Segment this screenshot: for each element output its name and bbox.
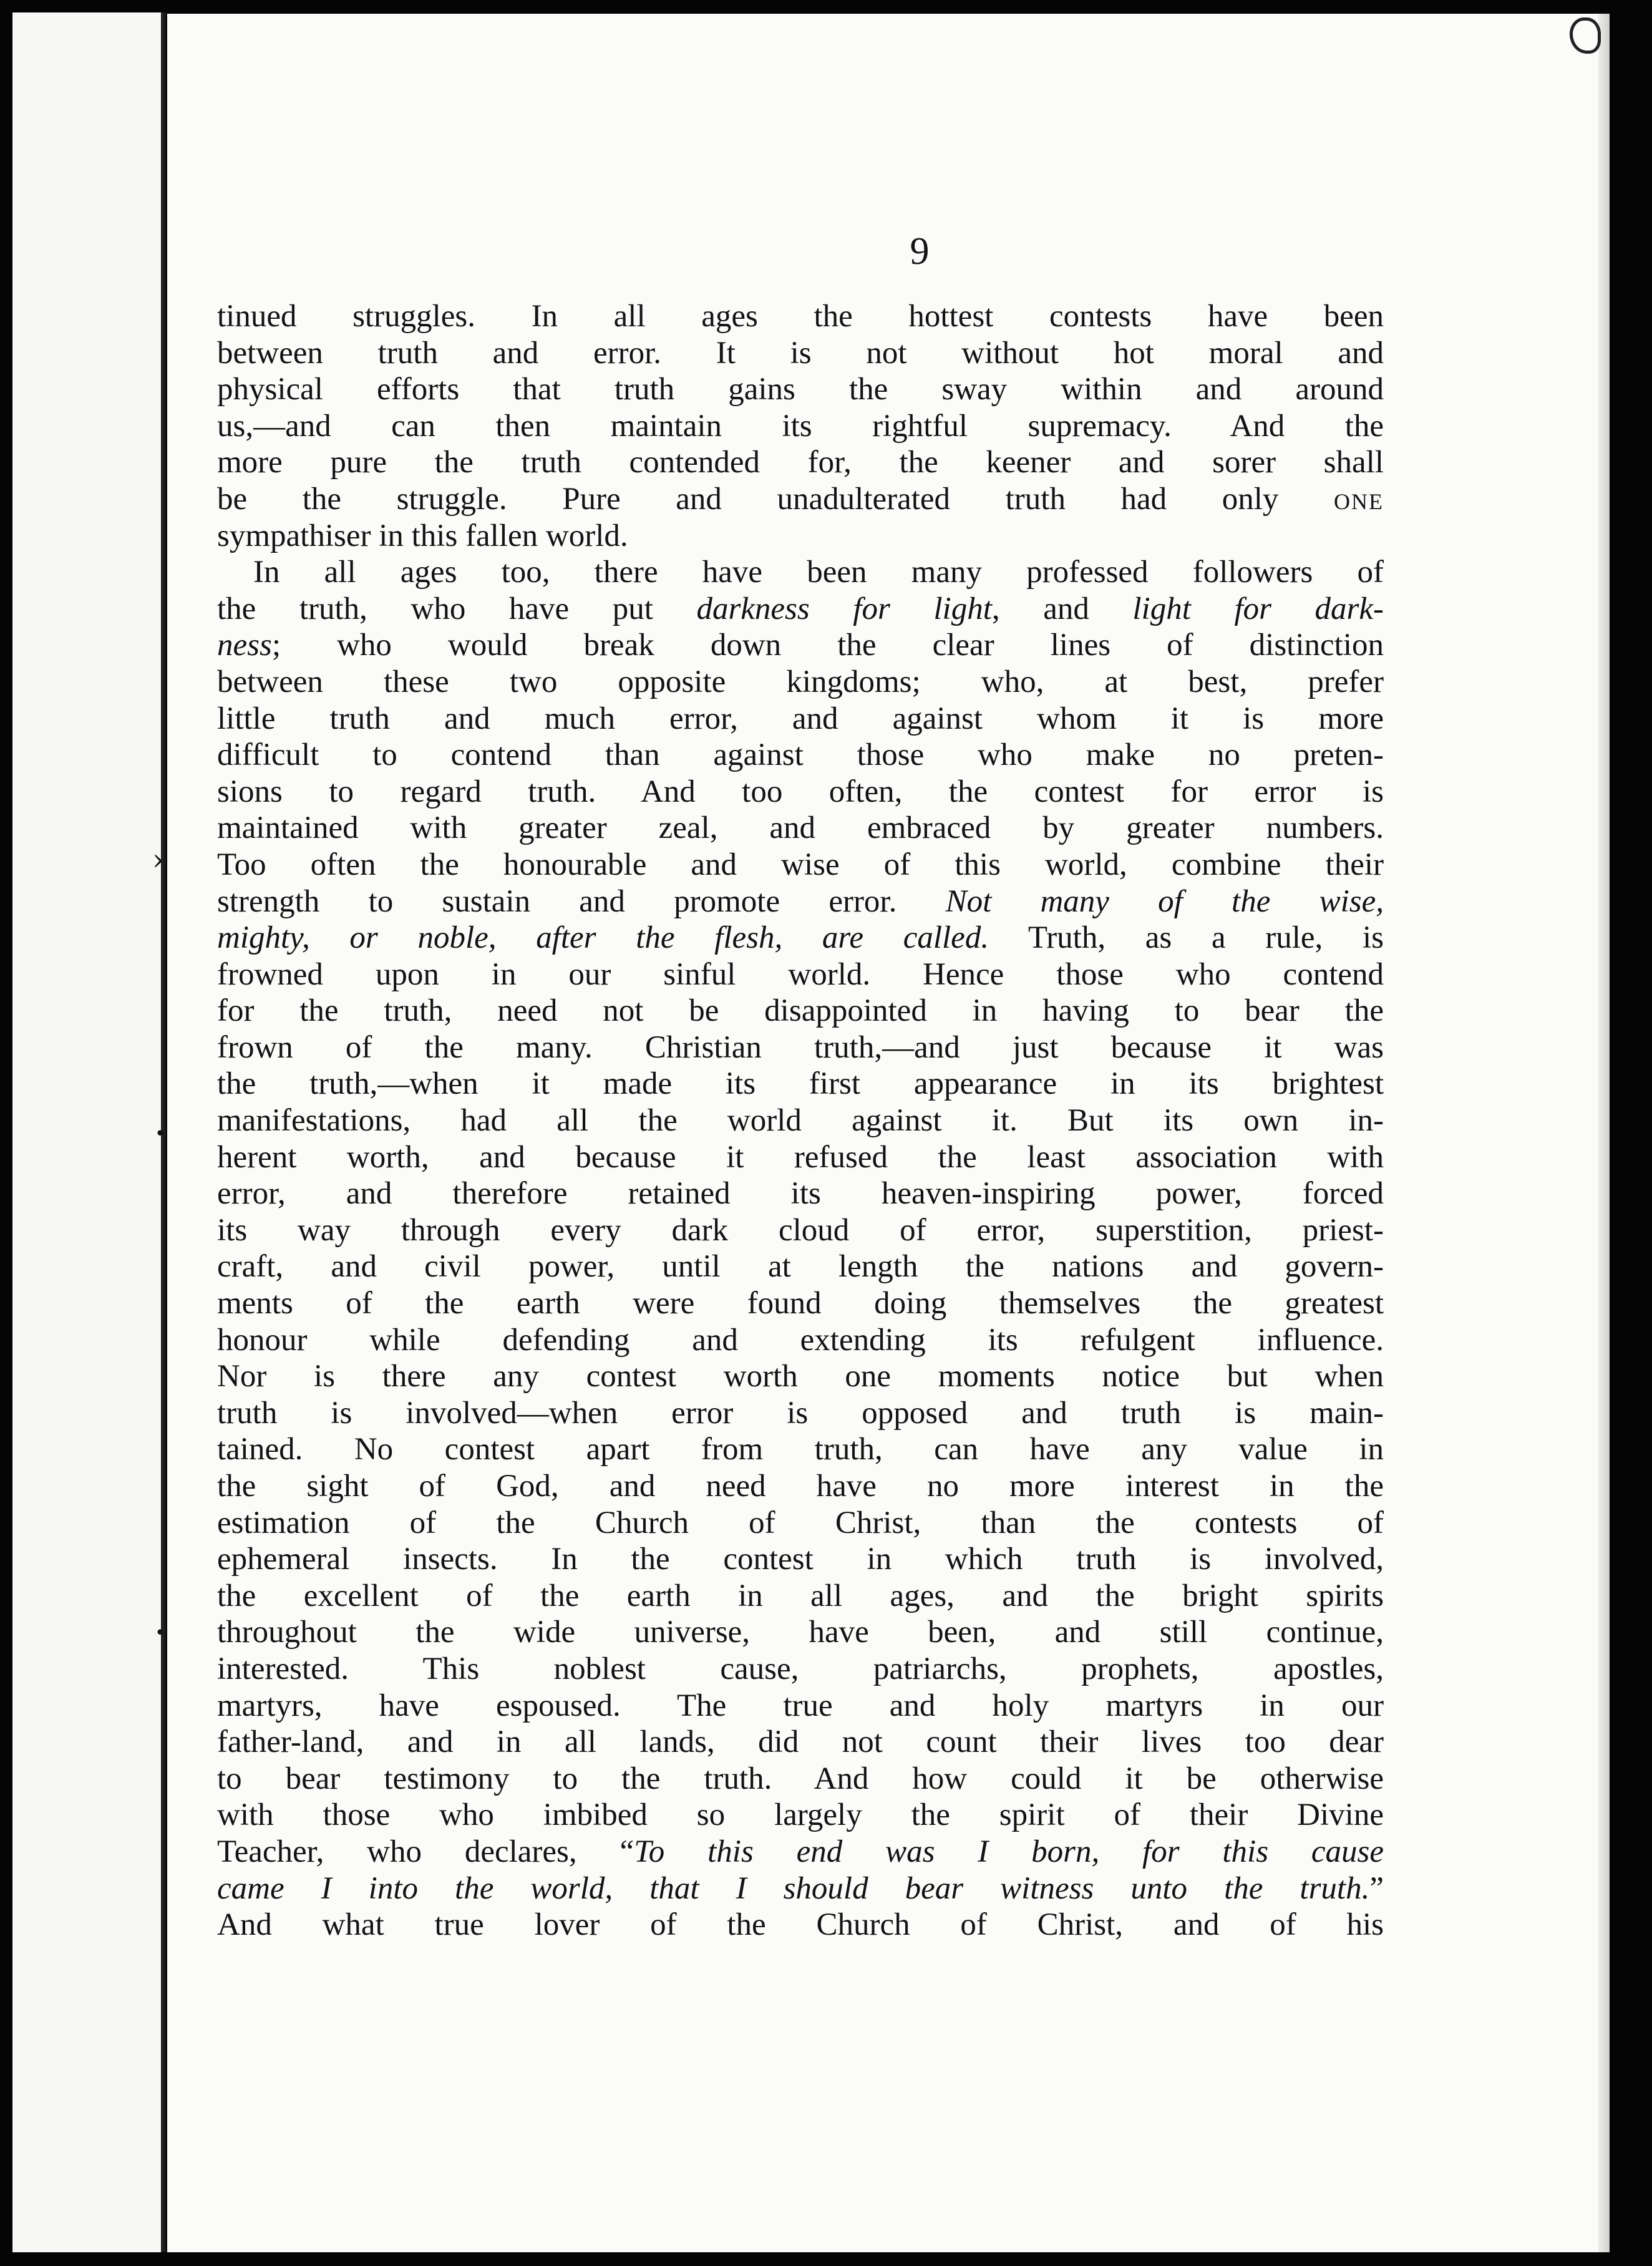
text-line: the excellent of the earth in all ages, and the bright spirits bbox=[217, 1578, 1384, 1613]
text-line: more pure the truth contended for, the keener and sorer shall bbox=[217, 445, 1384, 480]
text-line: ness; who would break down the clear lines of distinction bbox=[217, 628, 1384, 663]
text-line: difficult to contend than against those who make no preten- bbox=[217, 737, 1384, 773]
text-line: little truth and much error, and against whom it is more bbox=[217, 701, 1384, 736]
text-line: honour while defending and extending its refulgent influence. bbox=[217, 1322, 1384, 1358]
text-line: ephemeral insects. In the contest in which truth is involved, bbox=[217, 1542, 1384, 1577]
text-line: truth is involved—when error is opposed and truth is main- bbox=[217, 1395, 1384, 1431]
text-line: Too often the honourable and wise of this world, combine their bbox=[217, 847, 1384, 882]
text-line: Teacher, who declares, “To this end was I born, for this cause bbox=[217, 1834, 1384, 1869]
text-line: the sight of God, and need have no more interest in the bbox=[217, 1469, 1384, 1504]
text-line: martyrs, have espoused. The true and holy martyrs in our bbox=[217, 1688, 1384, 1723]
text-line: between these two opposite kingdoms; who, at best, prefer bbox=[217, 664, 1384, 699]
text-line: Nor is there any contest worth one moments notice but when bbox=[217, 1359, 1384, 1394]
page-body bbox=[217, 298, 1384, 1943]
binding-mark: • bbox=[155, 1123, 166, 1145]
text-line: frown of the many. Christian truth,—and just because it was bbox=[217, 1029, 1384, 1065]
text-line: came I into the world, that I should bear witness unto the truth.” bbox=[217, 1870, 1384, 1906]
text-line: physical efforts that truth gains the sway within and around bbox=[217, 372, 1384, 407]
text-line: tained. No contest apart from truth, can have any value in bbox=[217, 1432, 1384, 1467]
text-line: the truth, who have put darkness for light, and light for dark- bbox=[217, 591, 1384, 626]
page-number: 9 bbox=[910, 230, 930, 273]
text-line: to bear testimony to the truth. And how could it be otherwise bbox=[217, 1761, 1384, 1796]
text-line: craft, and civil power, until at length the nations and govern- bbox=[217, 1249, 1384, 1285]
text-line: error, and therefore retained its heaven-inspiring power, forced bbox=[217, 1176, 1384, 1212]
text-line: for the truth, need not be disappointed in having to bear the bbox=[217, 993, 1384, 1029]
text-line: father-land, and in all lands, did not count their lives too dear bbox=[217, 1724, 1384, 1760]
text-line: estimation of the Church of Christ, than the contests of bbox=[217, 1505, 1384, 1540]
text-line: its way through every dark cloud of error, superstition, priest- bbox=[217, 1212, 1384, 1248]
text-line: ments of the earth were found doing themselves the greatest bbox=[217, 1286, 1384, 1321]
binding-mark: › bbox=[152, 842, 165, 877]
text-line: us,—and can then maintain its rightful supremacy. And the bbox=[217, 408, 1384, 444]
text-line: mighty, or noble, after the flesh, are called. Truth, as a rule, is bbox=[217, 920, 1384, 956]
text-line: with those who imbibed so largely the spirit of their Divine bbox=[217, 1797, 1384, 1833]
page-edge-shadow bbox=[1598, 14, 1610, 2252]
text-line: And what true lover of the Church of Christ, and of his bbox=[217, 1907, 1384, 1943]
text-line: throughout the wide universe, have been, and still continue, bbox=[217, 1615, 1384, 1650]
text-line: manifestations, had all the world against it. But its own in- bbox=[217, 1103, 1384, 1139]
text-line: interested. This noblest cause, patriarchs, prophets, apostles, bbox=[217, 1651, 1384, 1686]
text-line: herent worth, and because it refused the least association with bbox=[217, 1139, 1384, 1175]
text-line: maintained with greater zeal, and embraced by greater numbers. bbox=[217, 810, 1384, 846]
text-line: sympathiser in this fallen world. bbox=[217, 518, 628, 553]
binding-mark: • bbox=[155, 1622, 166, 1644]
text-line: the truth,—when it made its first appearance in its brightest bbox=[217, 1066, 1384, 1102]
text-line: frowned upon in our sinful world. Hence those who contend bbox=[217, 956, 1384, 992]
text-line: be the struggle. Pure and unadulterated truth had only one bbox=[217, 481, 1384, 517]
corner-blot bbox=[1570, 17, 1601, 54]
text-line: sions to regard truth. And too often, the contest for error is bbox=[217, 774, 1384, 809]
text-line: between truth and error. It is not without hot moral and bbox=[217, 335, 1384, 371]
text-line: strength to sustain and promote error. Not many of the wise, bbox=[217, 883, 1384, 919]
text-line: In all ages too, there have been many professed followers of bbox=[253, 555, 1384, 590]
text-line: tinued struggles. In all ages the hottest contests have been bbox=[217, 299, 1384, 334]
facing-page-margin bbox=[12, 12, 166, 2252]
